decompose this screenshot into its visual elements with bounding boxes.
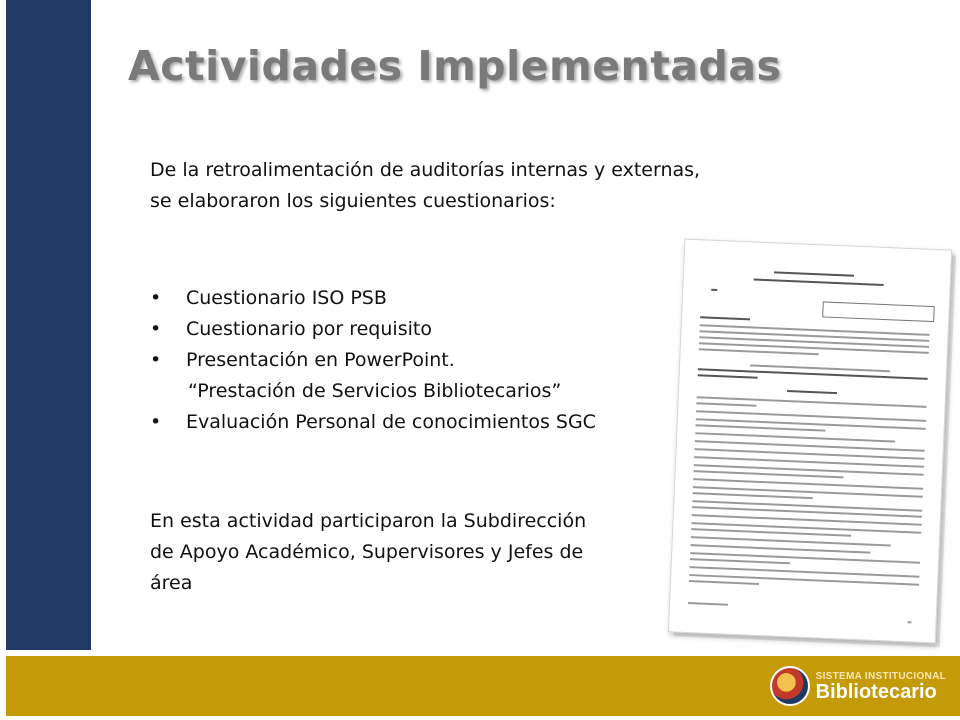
- logo-text: [816, 671, 946, 702]
- audit-document-thumbnail: [668, 239, 952, 644]
- list-item-label: Cuestionario por requisito: [186, 318, 432, 340]
- intro-line-2: se elaboraron los siguientes cuestionarios:: [150, 190, 556, 212]
- bullet-icon: •: [150, 287, 162, 309]
- list-item: [150, 283, 596, 314]
- footer-bar: [6, 656, 960, 716]
- outro-line-2: de Apoyo Académico, Supervisores y Jefes de: [150, 541, 584, 563]
- list-item-continuation: “Prestación de Servicios Bibliotecarios”: [188, 380, 562, 402]
- list-item: [150, 407, 596, 438]
- outro-text: [150, 506, 670, 599]
- questionnaire-list: [150, 283, 596, 438]
- bullet-icon: •: [150, 349, 162, 371]
- library-seal-icon: [770, 666, 810, 706]
- bullet-icon: •: [150, 411, 162, 433]
- intro-line-1: De la retroalimentación de auditorías internas y externas,: [150, 159, 701, 181]
- list-item-label: Cuestionario ISO PSB: [186, 287, 387, 309]
- page-title: Actividades Implementadas: [128, 42, 782, 90]
- institution-logo: [770, 666, 946, 706]
- intro-text: [150, 155, 830, 217]
- outro-line-3: área: [150, 572, 193, 594]
- sidebar-bar: [6, 0, 91, 650]
- logo-subtitle: SISTEMA INSTITUCIONAL: [815, 670, 946, 682]
- document-image: [668, 240, 958, 645]
- list-item: [150, 345, 596, 376]
- logo-title: Bibliotecario: [815, 680, 937, 703]
- list-item-label: Presentación en PowerPoint.: [186, 349, 455, 371]
- list-item-label: Evaluación Personal de conocimientos SGC: [186, 411, 596, 433]
- outro-line-1: En esta actividad participaron la Subdirección: [150, 510, 587, 532]
- bullet-icon: •: [150, 318, 162, 340]
- list-item: [150, 314, 596, 345]
